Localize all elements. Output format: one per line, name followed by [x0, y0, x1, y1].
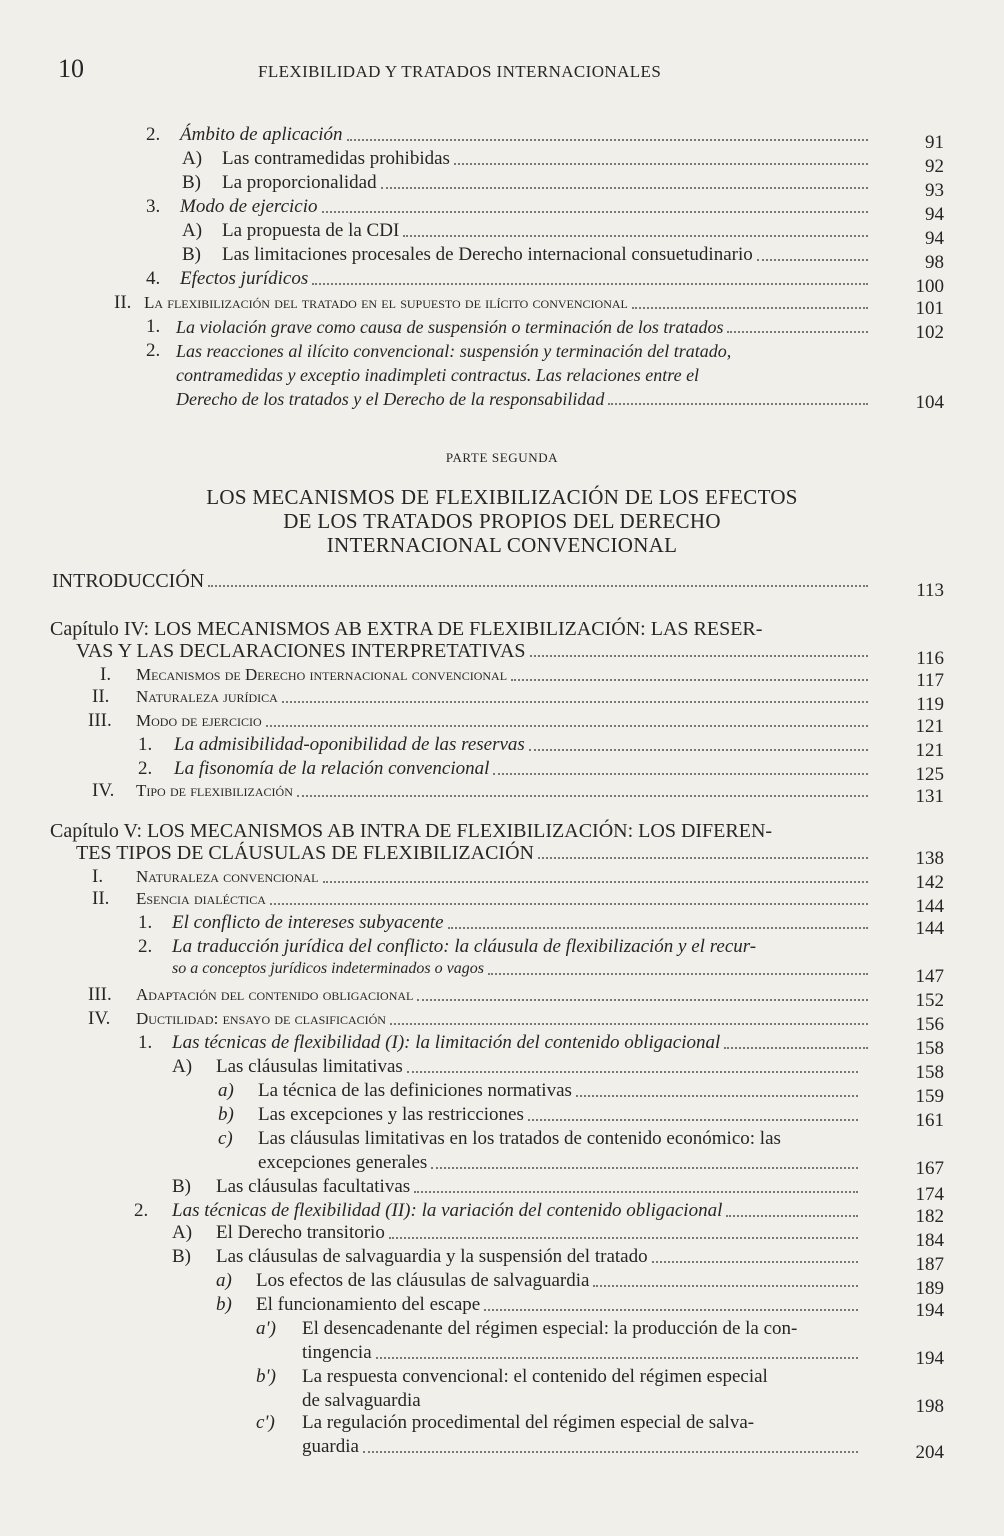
toc-entry: so a conceptos jurídicos indeterminados o vagos [172, 958, 872, 980]
toc-entry: 1. La violación grave como causa de suspensión o terminación de los tratados [146, 316, 872, 338]
page-ref: 93 [925, 180, 944, 201]
page-ref: 161 [915, 1110, 944, 1131]
page-ref: 119 [916, 694, 944, 715]
toc-entry: 2. Las técnicas de flexibilidad (II): la variación del contenido obligacional [134, 1200, 862, 1222]
page-ref: 144 [915, 896, 944, 917]
toc-entry: guardia [302, 1436, 862, 1458]
toc-entry: de salvaguardia [302, 1390, 421, 1411]
toc-entry: III. Modo de ejercicio [88, 710, 872, 732]
toc-entry-text-line: Las reacciones al ilícito convencional: suspensión y terminación del tratado, [176, 341, 732, 361]
chapter-title-line: Capítulo V: LOS MECANISMOS AB INTRA DE FLEXIBILIZACIÓN: LOS DIFEREN- [50, 820, 773, 842]
toc-entry-introduction: INTRODUCCIÓN [52, 570, 872, 592]
page-ref: 159 [915, 1086, 944, 1107]
toc-entry: I. Naturaleza convencional [92, 866, 872, 888]
toc-entry: A) Las contramedidas prohibidas [182, 148, 872, 170]
toc-entry: excepciones generales [258, 1152, 862, 1174]
toc-entry-text-line: contramedidas y exceptio inadimpleti contractus. Las relaciones entre el [176, 365, 700, 385]
page-ref: 182 [915, 1206, 944, 1227]
toc-entry: b) El funcionamiento del escape [216, 1294, 862, 1316]
page-ref: 158 [915, 1062, 944, 1083]
chapter-title-row: TES TIPOS DE CLÁUSULAS DE FLEXIBILIZACIÓN [76, 842, 872, 864]
toc-entry: IV. Tipo de flexibilización [92, 780, 872, 802]
page-ref: 94 [925, 228, 944, 249]
toc-entry: a) La técnica de las definiciones normativas [218, 1080, 862, 1102]
toc-entry: 1. Las técnicas de flexibilidad (I): la limitación del contenido obligacional [138, 1032, 872, 1054]
toc-entry-text-line: El desencadenante del régimen especial: la producción de la con- [302, 1318, 798, 1339]
page-ref: 102 [915, 322, 944, 343]
page-ref: 104 [915, 392, 944, 413]
page-ref: 101 [915, 298, 944, 319]
toc-entry: A) La propuesta de la CDI [182, 220, 872, 242]
page-ref: 194 [915, 1300, 944, 1321]
part-title-line: LOS MECANISMOS DE FLEXIBILIZACIÓN DE LOS EFECTOS [206, 485, 798, 509]
page-ref: 187 [915, 1254, 944, 1275]
page-ref: 144 [915, 918, 944, 939]
page-ref: 113 [916, 580, 944, 601]
running-title: FLEXIBILIDAD Y TRATADOS INTERNACIONALES [258, 62, 662, 81]
toc-entry: B) Las limitaciones procesales de Derecho internacional consuetudinario [182, 244, 872, 266]
toc-entry: a) Los efectos de las cláusulas de salvaguardia [216, 1270, 862, 1292]
toc-label: 2. [138, 936, 153, 957]
page-ref: 194 [915, 1348, 944, 1369]
part-title-line: INTERNACIONAL CONVENCIONAL [326, 533, 678, 557]
chapter-title-line: Capítulo IV: LOS MECANISMOS AB EXTRA DE FLEXIBILIZACIÓN: LAS RESER- [50, 618, 763, 640]
toc-label: c') [256, 1412, 275, 1433]
toc-entry-text-line: La regulación procedimental del régimen especial de salva- [302, 1412, 755, 1433]
page-ref: 125 [915, 764, 944, 785]
page-ref: 156 [915, 1014, 944, 1035]
toc-entry: III. Adaptación del contenido obligacional [88, 984, 872, 1006]
page-ref: 121 [915, 740, 944, 761]
toc-entry: A) El Derecho transitorio [172, 1222, 862, 1244]
page-ref: 198 [915, 1396, 944, 1417]
toc-entry: 1. La admisibilidad-oponibilidad de las reservas [138, 734, 872, 756]
toc-entry: 2. La fisonomía de la relación convencional [138, 758, 872, 780]
page-ref: 158 [915, 1038, 944, 1059]
page-ref: 138 [915, 848, 944, 869]
page-ref: 121 [915, 716, 944, 737]
page-ref: 98 [925, 252, 944, 273]
toc-entry: II. La flexibilización del tratado en el supuesto de ilícito convencional [114, 292, 872, 314]
toc-entry: 4. Efectos jurídicos [146, 268, 872, 290]
page-ref: 204 [915, 1442, 944, 1463]
page-ref: 174 [915, 1184, 944, 1205]
toc-label: c) [218, 1128, 233, 1149]
page-ref: 189 [915, 1278, 944, 1299]
page-ref: 152 [915, 990, 944, 1011]
page-ref: 92 [925, 156, 944, 177]
toc-entry: II. Naturaleza jurídica [92, 686, 872, 708]
toc-entry-text-line: La respuesta convencional: el contenido del régimen especial [302, 1366, 768, 1387]
toc-entry: B) La proporcionalidad [182, 172, 872, 194]
page-ref: 94 [925, 204, 944, 225]
toc-entry: B) Las cláusulas de salvaguardia y la suspensión del tratado [172, 1246, 862, 1268]
part-title-line: DE LOS TRATADOS PROPIOS DEL DERECHO [283, 509, 721, 533]
part-label: PARTE SEGUNDA [445, 450, 559, 465]
chapter-title-row: VAS Y LAS DECLARACIONES INTERPRETATIVAS [76, 640, 872, 662]
page-ref: 147 [915, 966, 944, 987]
toc-entry-text-line: Las cláusulas limitativas en los tratados de contenido económico: las [258, 1128, 781, 1149]
toc-entry: A) Las cláusulas limitativas [172, 1056, 862, 1078]
toc-entry: Derecho de los tratados y el Derecho de la responsabilidad [176, 388, 872, 410]
toc-entry: b) Las excepciones y las restricciones [218, 1104, 862, 1126]
toc-entry: II. Esencia dialéctica [92, 888, 872, 910]
toc-entry: 1. El conflicto de intereses subyacente [138, 912, 872, 934]
toc-entry: B) Las cláusulas facultativas [172, 1176, 862, 1198]
toc-entry: IV. Ductilidad: ensayo de clasificación [88, 1008, 872, 1030]
toc-entry-text-line: La traducción jurídica del conflicto: la cláusula de flexibilización y el recur- [172, 936, 757, 957]
page-ref: 142 [915, 872, 944, 893]
toc-label: a') [256, 1318, 276, 1339]
toc-entry: I. Mecanismos de Derecho internacional convencional [100, 664, 872, 686]
toc-entry: 2. Ámbito de aplicación [146, 124, 872, 146]
page-ref: 184 [915, 1230, 944, 1251]
toc-entry: tingencia [302, 1342, 862, 1364]
page-ref: 117 [916, 670, 944, 691]
toc-label: 2. [146, 340, 161, 361]
toc-label: b') [256, 1366, 276, 1387]
page-ref: 167 [915, 1158, 944, 1179]
page-ref: 131 [915, 786, 944, 807]
page-number: 10 [58, 54, 84, 83]
page-ref: 100 [915, 276, 944, 297]
page-ref: 116 [916, 648, 944, 669]
toc-entry: 3. Modo de ejercicio [146, 196, 872, 218]
page-ref: 91 [925, 132, 944, 153]
